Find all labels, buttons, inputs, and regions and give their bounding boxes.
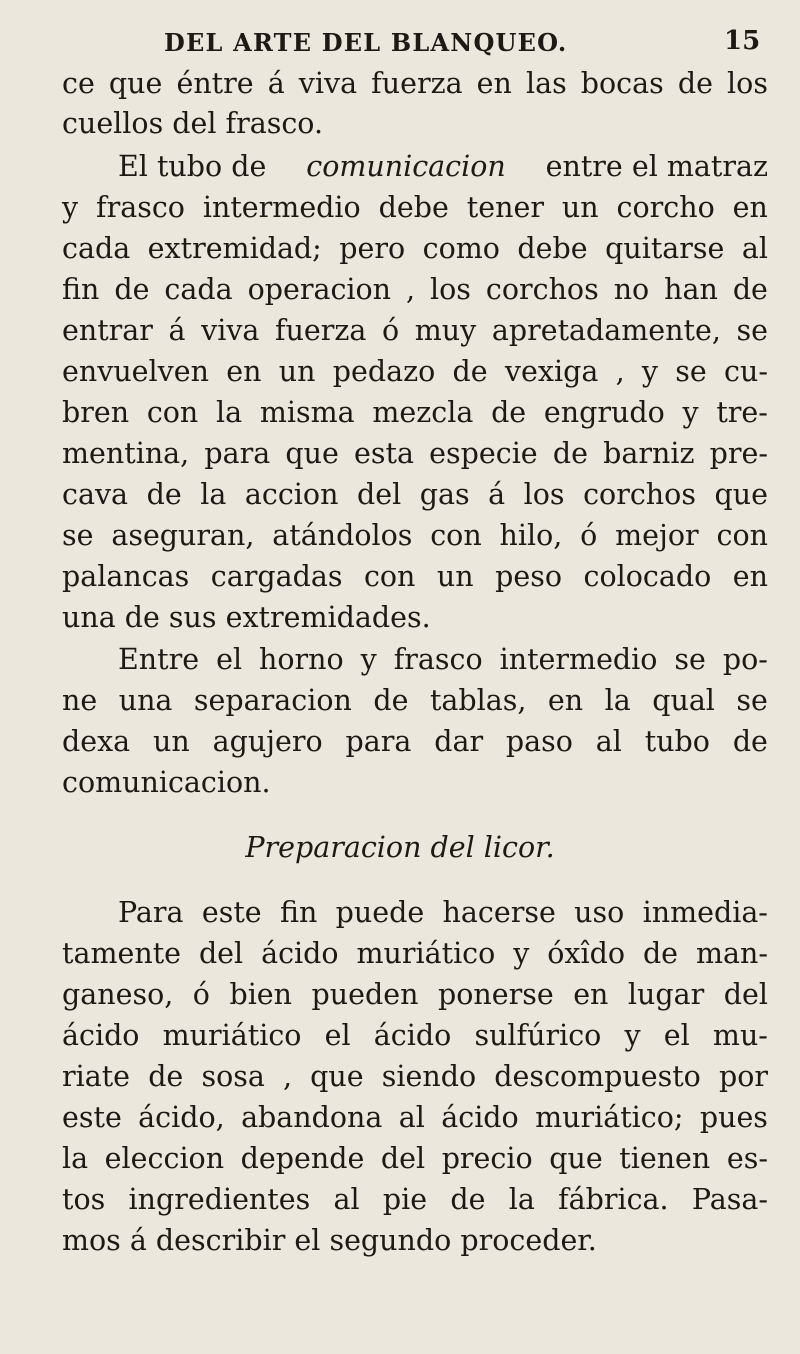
word: ó [580, 519, 598, 552]
word: tre- [716, 396, 768, 429]
text-fragment: entre el matraz [545, 150, 768, 183]
word: ganeso, [62, 978, 174, 1011]
word: separacion [193, 684, 352, 717]
word: al [333, 1183, 360, 1216]
word: la [508, 1183, 535, 1216]
section-heading: Preparacion del licor. [245, 831, 555, 864]
word: envuelven [62, 355, 209, 388]
text-fragment: El tubo de [118, 150, 267, 183]
word: con [363, 560, 416, 593]
word: como [422, 232, 500, 265]
emphasis-term: comunicacion [306, 150, 506, 183]
word: de [450, 1183, 486, 1216]
word: tos [62, 1183, 106, 1216]
text-line [62, 393, 768, 433]
word: con [146, 396, 199, 429]
word: dexa [62, 725, 131, 758]
word: fábrica. [558, 1183, 669, 1216]
word: horno [259, 643, 344, 676]
text-line: mos á describir el segundo proceder. [62, 1224, 597, 1257]
word: descompuesto [494, 1060, 701, 1093]
word: y [682, 396, 699, 429]
running-title: DEL ARTE DEL BLANQUEO. [164, 28, 568, 57]
word: tienen [619, 1142, 711, 1175]
word: la [200, 478, 227, 511]
word: bien [229, 978, 293, 1011]
word: ó [192, 978, 210, 1011]
text-line [62, 1098, 768, 1138]
word: abandona [241, 1101, 383, 1134]
word: es- [726, 1142, 768, 1175]
word: del [723, 978, 768, 1011]
word: cada [62, 232, 131, 265]
word: ácido [62, 1019, 140, 1052]
word: especie [429, 437, 538, 470]
word: muriático [356, 937, 496, 970]
word: y [513, 937, 530, 970]
word: atándolos [272, 519, 413, 552]
word: ácido [261, 937, 339, 970]
text-line [62, 64, 768, 104]
word: precio [441, 1142, 533, 1175]
text-line [62, 516, 768, 556]
word: á [267, 67, 285, 100]
word: lugar [627, 978, 705, 1011]
word: un [436, 560, 474, 593]
word: en [547, 684, 584, 717]
word: man- [695, 937, 768, 970]
word: uso [574, 896, 625, 929]
word: ácido, [138, 1101, 225, 1134]
word: quitarse [605, 232, 725, 265]
word: se [62, 519, 94, 552]
word: tubo [644, 725, 710, 758]
word: este [201, 896, 262, 929]
word: para [204, 437, 271, 470]
word: fin [279, 896, 318, 929]
word: vexiga [504, 355, 599, 388]
word: de [552, 437, 588, 470]
word: barniz [603, 437, 695, 470]
word: de [146, 478, 182, 511]
word: que [310, 1060, 364, 1093]
word: sulfúrico [474, 1019, 602, 1052]
word: un [278, 355, 316, 388]
word: pueden [311, 978, 419, 1011]
word: Para [118, 896, 184, 929]
word: bren [62, 396, 130, 429]
word: para [345, 725, 412, 758]
word: en [226, 355, 262, 388]
word: un [561, 191, 599, 224]
word: corchos [485, 273, 599, 306]
word: los [430, 273, 471, 306]
word: la [604, 684, 631, 717]
word: de [114, 273, 150, 306]
word: , [615, 355, 625, 388]
word: pie [382, 1183, 428, 1216]
word: Pasa- [691, 1183, 768, 1216]
word: peso [495, 560, 563, 593]
word: mentina, [62, 437, 190, 470]
word: se [675, 355, 707, 388]
word: los [727, 67, 768, 100]
word: que [285, 437, 339, 470]
word: viva [298, 67, 358, 100]
word: éntre [176, 67, 254, 100]
word: palancas [62, 560, 190, 593]
word: y [360, 643, 377, 676]
text-line [118, 640, 768, 680]
word: ingredientes [128, 1183, 311, 1216]
word: de [677, 67, 713, 100]
word: se [736, 684, 768, 717]
word: de [732, 725, 768, 758]
word: en [732, 560, 768, 593]
word: los [523, 478, 565, 511]
word: cada [164, 273, 233, 306]
word: á [168, 314, 186, 347]
word: bocas [580, 67, 664, 100]
word: cu- [724, 355, 768, 388]
text-line [62, 188, 768, 228]
word: esta [354, 437, 414, 470]
text-line [62, 270, 768, 310]
word: , [282, 1060, 293, 1093]
word: ó [382, 314, 400, 347]
word: accion [244, 478, 339, 511]
word: muy [414, 314, 477, 347]
word: han [664, 273, 718, 306]
word: muriático; [535, 1101, 684, 1134]
word: aseguran, [111, 519, 255, 552]
word: frasco [393, 643, 483, 676]
word: no [613, 273, 650, 306]
word: se [674, 643, 706, 676]
word: po- [722, 643, 768, 676]
word: y [641, 355, 659, 388]
word: ácido [373, 1019, 452, 1052]
word: apretadamente, [491, 314, 721, 347]
word: se [736, 314, 768, 347]
text-line [62, 311, 768, 351]
word: corcho [616, 191, 715, 224]
word: con [430, 519, 482, 552]
word: la [216, 396, 243, 429]
word: del [380, 1142, 426, 1175]
word: tablas, [429, 684, 527, 717]
word: frasco [96, 191, 185, 224]
text-line [118, 893, 768, 933]
word: corchos [583, 478, 696, 511]
word: una [118, 684, 173, 717]
word: óxîdo [547, 937, 626, 970]
word: al [398, 1101, 425, 1134]
word: riate [62, 1060, 131, 1093]
word: qual [652, 684, 715, 717]
word: dar [434, 725, 484, 758]
word: que [108, 67, 163, 100]
word: ácido [441, 1101, 519, 1134]
text-line [62, 1057, 768, 1097]
running-head [0, 28, 800, 62]
word: fin [62, 273, 100, 306]
word: operacion [247, 273, 392, 306]
word: mejor [615, 519, 699, 552]
word: entrar [62, 314, 153, 347]
word: y [62, 191, 79, 224]
word: el [216, 643, 243, 676]
word: un [153, 725, 190, 758]
page-number: 15 [724, 26, 761, 56]
word: con [716, 519, 768, 552]
word: del [198, 937, 244, 970]
word: pedazo [332, 355, 436, 388]
word: paso [505, 725, 573, 758]
word: fuerza [275, 314, 367, 347]
word: que [549, 1142, 603, 1175]
word: en [476, 67, 512, 100]
word: del [356, 478, 402, 511]
word: ce [62, 67, 95, 100]
word: el [663, 1019, 690, 1052]
word: eleccion [104, 1142, 225, 1175]
text-line [62, 352, 768, 392]
word: misma [259, 396, 355, 429]
word: colocado [583, 560, 712, 593]
word: pues [699, 1101, 768, 1134]
text-line [62, 934, 768, 974]
text-line [62, 557, 768, 597]
text-line [62, 1016, 768, 1056]
text-line [118, 147, 768, 187]
word: Entre [118, 643, 200, 676]
word: cargadas [210, 560, 343, 593]
word: de [373, 684, 409, 717]
word: de [452, 355, 488, 388]
word: muriático [162, 1019, 302, 1052]
word: este [62, 1101, 122, 1134]
word: al [741, 232, 768, 265]
word: inmedia- [642, 896, 768, 929]
word: que [714, 478, 768, 511]
word: depende [240, 1142, 365, 1175]
word: , [406, 273, 416, 306]
word: intermedio [499, 643, 658, 676]
word: fuerza [371, 67, 463, 100]
word: tener [466, 191, 544, 224]
word: agujero [212, 725, 323, 758]
word: pero [339, 232, 406, 265]
text-line [62, 1139, 768, 1179]
word: de [642, 937, 679, 970]
text-line [62, 475, 768, 515]
word: por [718, 1060, 768, 1093]
word: hilo, [499, 519, 563, 552]
word: intermedio [202, 191, 361, 224]
word: mezcla [372, 396, 474, 429]
text-line: comunicacion. [62, 766, 271, 799]
word: las [525, 67, 567, 100]
word: hacerse [442, 896, 556, 929]
word: y [624, 1019, 641, 1052]
word: ne [62, 684, 98, 717]
word: pre- [709, 437, 768, 470]
word: sosa [201, 1060, 265, 1093]
word: mu- [712, 1019, 768, 1052]
word: puede [335, 896, 425, 929]
word: debe [517, 232, 588, 265]
text-line [62, 681, 768, 721]
word: viva [201, 314, 260, 347]
text-line: cuellos del frasco. [62, 107, 324, 140]
word: á [488, 478, 506, 511]
word: siendo [381, 1060, 477, 1093]
text-line [62, 1180, 768, 1220]
text-line [62, 722, 768, 762]
word: en [573, 978, 609, 1011]
word: de [732, 273, 768, 306]
text-line [62, 229, 768, 269]
word: gas [419, 478, 470, 511]
word: engrudo [543, 396, 665, 429]
word: de [491, 396, 527, 429]
word: cava [62, 478, 129, 511]
word: ponerse [437, 978, 554, 1011]
word: debe [378, 191, 449, 224]
word: de [148, 1060, 184, 1093]
word: la [62, 1142, 89, 1175]
word: en [732, 191, 768, 224]
text-line [62, 975, 768, 1015]
word: extremidad; [147, 232, 322, 265]
text-line [62, 434, 768, 474]
word: al [595, 725, 622, 758]
text-line: una de sus extremidades. [62, 601, 431, 634]
word: tamente [62, 937, 182, 970]
word: el [324, 1019, 351, 1052]
